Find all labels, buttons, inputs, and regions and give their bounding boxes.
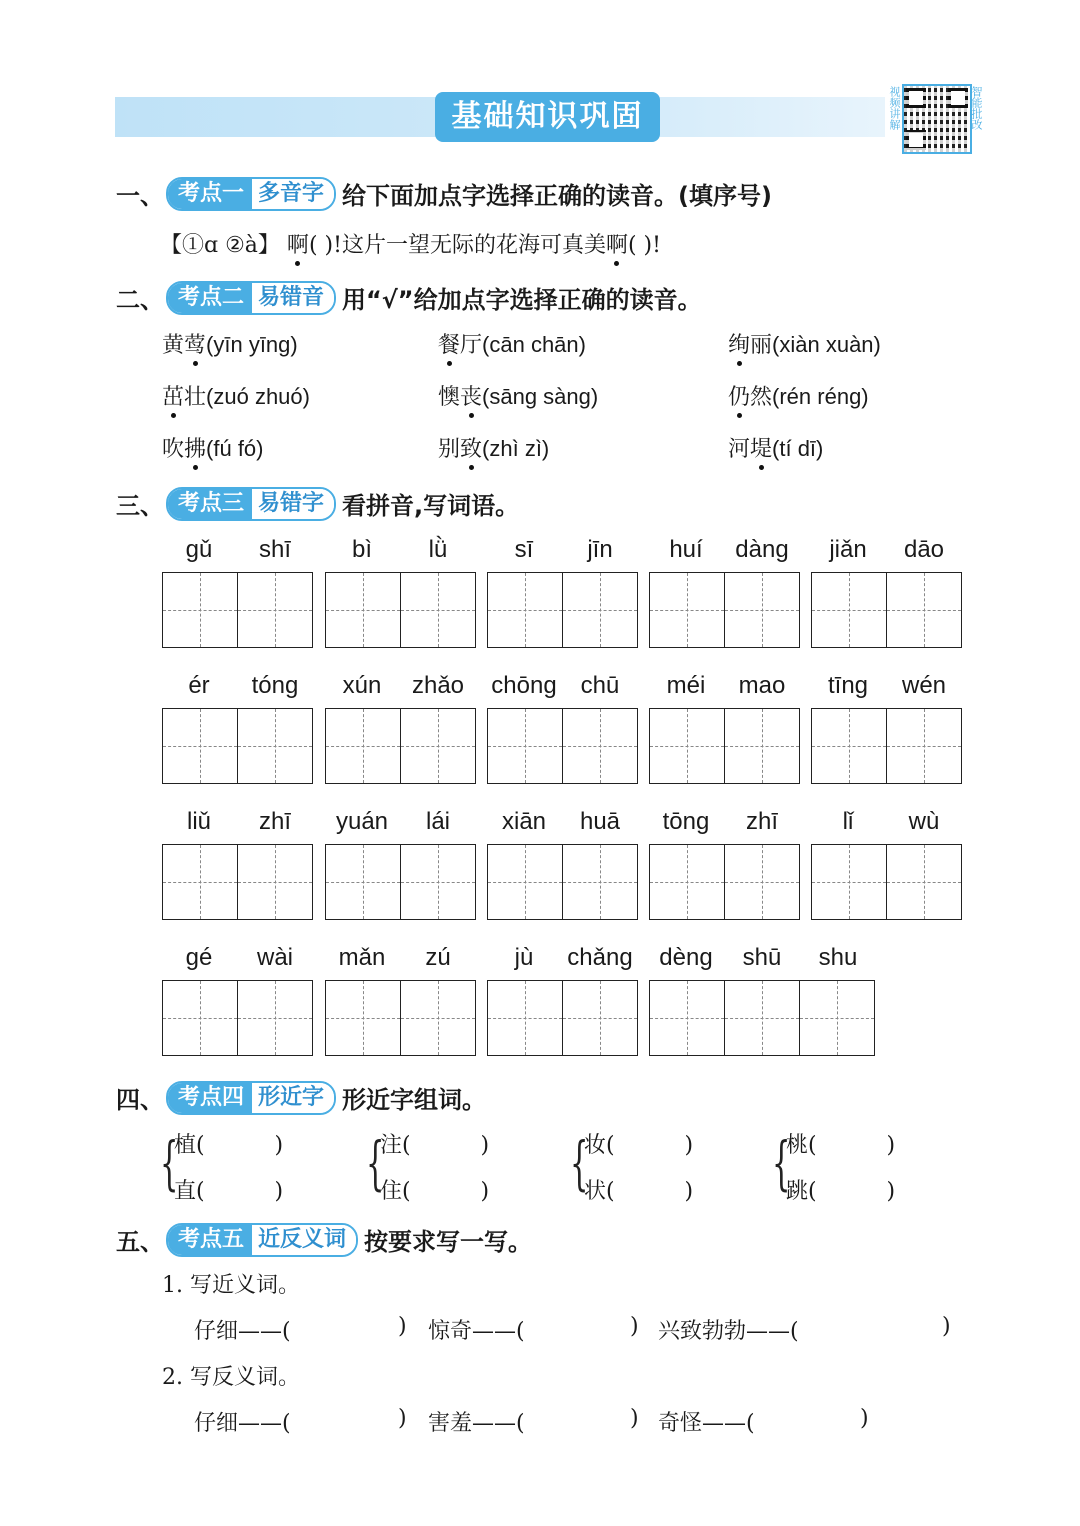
- qr-right-label: 智能批改: [970, 86, 983, 130]
- pinyin-label: jù: [514, 944, 534, 971]
- char-writing-grid[interactable]: [162, 844, 313, 920]
- writing-cell[interactable]: [887, 845, 961, 919]
- writing-cell[interactable]: [488, 981, 563, 1055]
- pinyin-label: mao: [738, 672, 786, 699]
- options: 【①ɑ ②à】: [160, 233, 280, 258]
- char-writing-grid[interactable]: [487, 708, 638, 784]
- section-1-heading: [116, 176, 772, 211]
- pair-item[interactable]: 注( ): [380, 1133, 490, 1158]
- writing-cell[interactable]: [725, 845, 799, 919]
- char-writing-grid[interactable]: [811, 572, 962, 648]
- pinyin-choice-item: [162, 328, 298, 359]
- writing-cell[interactable]: [725, 573, 799, 647]
- pinyin-label: zhī: [258, 808, 291, 835]
- pinyin-choice-item: [728, 380, 869, 411]
- pinyin-options[interactable]: (tí dī): [772, 436, 824, 461]
- writing-cell[interactable]: [401, 573, 475, 647]
- pinyin-options[interactable]: (cān chān): [482, 332, 586, 357]
- pinyin-options[interactable]: (sāng sàng): [482, 384, 599, 409]
- writing-cell[interactable]: [800, 981, 874, 1055]
- pinyin-label: chū: [580, 672, 620, 699]
- pinyin-label: dèng: [659, 944, 713, 971]
- brace-symbol: {: [366, 1129, 385, 1197]
- word-char: 丧: [460, 385, 483, 410]
- char-writing-grid[interactable]: [162, 980, 313, 1056]
- writing-cell[interactable]: [401, 981, 475, 1055]
- section-instruction: 给下面加点字选择正确的读音。(填序号): [342, 182, 772, 210]
- s1-question: [160, 228, 661, 259]
- pinyin-options[interactable]: (rén réng): [772, 384, 869, 409]
- q1-label: 1. 写近义词。: [162, 1273, 300, 1298]
- close-paren: ): [630, 1314, 639, 1339]
- pinyin-label: wù: [908, 808, 940, 835]
- pinyin-options[interactable]: (zhì zì): [482, 436, 550, 461]
- pinyin-choice-item: [438, 328, 586, 359]
- pinyin-choice-item: [438, 432, 549, 463]
- pinyin-label: bì: [351, 536, 372, 563]
- pinyin-label: shū: [742, 944, 782, 971]
- writing-cell[interactable]: [163, 709, 238, 783]
- char-writing-grid[interactable]: [325, 980, 476, 1056]
- word-char: 然: [750, 385, 773, 410]
- word-char: 吹: [162, 437, 185, 462]
- fill-item[interactable]: 害羞——(: [428, 1411, 525, 1436]
- section-number: 一、: [116, 182, 164, 210]
- dotted-char: 啊: [605, 233, 628, 258]
- pinyin-label: lái: [425, 808, 450, 835]
- word-char: 别: [438, 437, 461, 462]
- word-char: 致: [460, 437, 483, 462]
- char-writing-grid[interactable]: [649, 708, 800, 784]
- pinyin-label: zhī: [745, 808, 778, 835]
- qr-block[interactable]: [888, 82, 986, 156]
- section-instruction: 用“√”给加点字选择正确的读音。: [342, 286, 702, 314]
- pinyin-choice-item: [728, 328, 881, 359]
- section-instruction: 按要求写一写。: [364, 1228, 533, 1256]
- section-tag: 考点一 多音字: [166, 177, 336, 211]
- q2-label: 2. 写反义词。: [162, 1365, 300, 1390]
- word-char: 拂: [184, 437, 207, 462]
- close-paren: ): [860, 1406, 869, 1431]
- pair-item[interactable]: 跳( ): [786, 1179, 896, 1204]
- writing-cell[interactable]: [887, 573, 961, 647]
- char-writing-grid[interactable]: [649, 844, 800, 920]
- pinyin-label: chǎng: [567, 944, 633, 971]
- section-tag: 考点三 易错字: [166, 487, 336, 521]
- word-char: 仍: [728, 385, 751, 410]
- writing-cell[interactable]: [163, 981, 238, 1055]
- pinyin-choice-item: [728, 432, 823, 463]
- char-writing-grid[interactable]: [811, 708, 962, 784]
- pinyin-label: xún: [342, 672, 382, 699]
- writing-cell[interactable]: [650, 981, 725, 1055]
- section-2-heading: 二、 考点二 易错音 用“√”给加点字选择正确的读音。: [116, 280, 702, 315]
- fill-item[interactable]: 兴致勃勃——(: [658, 1319, 799, 1344]
- brace-symbol: {: [772, 1129, 791, 1197]
- page-title: 基础知识巩固: [435, 92, 660, 142]
- dotted-char: 啊: [286, 233, 309, 258]
- close-paren: ): [398, 1314, 407, 1339]
- writing-cell[interactable]: [238, 981, 312, 1055]
- pinyin-label: xiān: [501, 808, 547, 835]
- pinyin-label: ér: [188, 672, 210, 699]
- writing-cell[interactable]: [326, 709, 401, 783]
- word-char: 餐: [438, 333, 461, 358]
- writing-cell[interactable]: [812, 709, 887, 783]
- writing-cell[interactable]: [238, 573, 312, 647]
- pinyin-options[interactable]: (yīn yīng): [206, 332, 298, 357]
- char-writing-grid[interactable]: [325, 572, 476, 648]
- writing-cell[interactable]: [563, 981, 637, 1055]
- pinyin-label: shī: [258, 536, 291, 563]
- fill-item[interactable]: 惊奇——(: [428, 1319, 525, 1344]
- char-writing-grid[interactable]: [325, 708, 476, 784]
- pinyin-label: gé: [185, 944, 213, 971]
- pinyin-label: dàng: [735, 536, 789, 563]
- writing-cell[interactable]: [725, 981, 800, 1055]
- pinyin-label: tīng: [827, 672, 869, 699]
- writing-cell[interactable]: [238, 709, 312, 783]
- char-writing-grid[interactable]: [649, 572, 800, 648]
- writing-cell[interactable]: [812, 573, 887, 647]
- word-char: 绚: [728, 333, 751, 358]
- writing-cell[interactable]: [401, 709, 475, 783]
- pinyin-options[interactable]: (xiàn xuàn): [772, 332, 881, 357]
- writing-cell[interactable]: [812, 845, 887, 919]
- writing-cell[interactable]: [725, 709, 799, 783]
- qr-left-label: 视频讲解: [888, 86, 901, 130]
- sentence-part: ( )!这片一望无际的花海可真美: [308, 233, 606, 258]
- pinyin-label: tōng: [662, 808, 710, 835]
- pinyin-label: yuán: [335, 808, 389, 835]
- writing-cell[interactable]: [163, 573, 238, 647]
- pinyin-label: tóng: [251, 672, 299, 699]
- section-tag: 考点四 形近字: [166, 1081, 336, 1115]
- word-char: 懊: [438, 385, 461, 410]
- pinyin-label: lǜ: [428, 536, 448, 563]
- pinyin-label: gǔ: [185, 536, 213, 563]
- pinyin-label: méi: [666, 672, 706, 699]
- writing-cell[interactable]: [887, 709, 961, 783]
- writing-cell[interactable]: [401, 845, 475, 919]
- section-tag: 考点二 易错音: [166, 281, 336, 315]
- word-char: 河: [728, 437, 751, 462]
- pinyin-label: mǎn: [338, 944, 386, 971]
- char-writing-grid[interactable]: [162, 708, 313, 784]
- char-writing-grid[interactable]: [649, 980, 875, 1056]
- sentence-part: ( )!: [627, 233, 661, 258]
- word-char: 黄: [162, 333, 185, 358]
- brace-symbol: {: [570, 1129, 589, 1197]
- pinyin-label: shu: [818, 944, 858, 971]
- word-char: 厅: [460, 333, 483, 358]
- pinyin-label: sī: [514, 536, 534, 563]
- pinyin-label: zú: [425, 944, 451, 971]
- char-writing-grid[interactable]: [487, 572, 638, 648]
- writing-cell[interactable]: [326, 981, 401, 1055]
- writing-cell[interactable]: [488, 709, 563, 783]
- char-writing-grid[interactable]: [487, 844, 638, 920]
- word-char: 堤: [750, 437, 773, 462]
- word-char: 壮: [184, 385, 207, 410]
- pinyin-label: wài: [256, 944, 293, 971]
- section-4-heading: 四、 考点四 形近字 形近字组词。: [116, 1080, 486, 1115]
- section-instruction: 形近字组词。: [342, 1086, 487, 1114]
- section-3-heading: 三、 考点三 易错字 看拼音,写词语。: [116, 486, 519, 521]
- pinyin-label: lǐ: [842, 808, 854, 835]
- writing-cell[interactable]: [650, 573, 725, 647]
- writing-cell[interactable]: [163, 845, 238, 919]
- char-writing-grid[interactable]: [487, 980, 638, 1056]
- pinyin-choice-item: [162, 432, 264, 463]
- writing-cell[interactable]: [488, 573, 563, 647]
- pair-item[interactable]: 住( ): [380, 1179, 490, 1204]
- writing-cell[interactable]: [238, 845, 312, 919]
- brace-symbol: {: [160, 1129, 179, 1197]
- pinyin-label: huā: [579, 808, 621, 835]
- pinyin-choice-item: [162, 380, 310, 411]
- section-instruction: 看拼音,写词语。: [342, 492, 520, 520]
- pair-item[interactable]: 桃( ): [786, 1133, 896, 1158]
- writing-cell[interactable]: [488, 845, 563, 919]
- char-writing-grid[interactable]: [325, 844, 476, 920]
- fill-item[interactable]: 仔细——(: [194, 1319, 291, 1344]
- pinyin-label: huí: [669, 536, 703, 563]
- writing-cell[interactable]: [563, 709, 637, 783]
- pinyin-options[interactable]: (fú fó): [206, 436, 264, 461]
- pinyin-label: jiǎn: [829, 536, 867, 563]
- writing-cell[interactable]: [650, 709, 725, 783]
- pair-item[interactable]: 直( ): [174, 1179, 284, 1204]
- writing-cell[interactable]: [326, 845, 401, 919]
- pair-item[interactable]: 状( ): [584, 1179, 694, 1204]
- section-5-heading: 五、 考点五 近反义词 按要求写一写。: [116, 1222, 532, 1257]
- pinyin-label: chōng: [491, 672, 557, 699]
- word-char: 茁: [162, 385, 185, 410]
- pinyin-label: jīn: [587, 536, 613, 563]
- close-paren: ): [398, 1406, 407, 1431]
- pinyin-label: wén: [901, 672, 947, 699]
- word-char: 丽: [750, 333, 773, 358]
- word-char: 莺: [184, 333, 207, 358]
- char-writing-grid[interactable]: [811, 844, 962, 920]
- fill-item[interactable]: 仔细——(: [194, 1411, 291, 1436]
- close-paren: ): [630, 1406, 639, 1431]
- writing-cell[interactable]: [650, 845, 725, 919]
- pair-item[interactable]: 妆( ): [584, 1133, 694, 1158]
- writing-cell[interactable]: [563, 845, 637, 919]
- writing-cell[interactable]: [563, 573, 637, 647]
- pinyin-label: zhǎo: [411, 672, 465, 699]
- writing-cell[interactable]: [326, 573, 401, 647]
- close-paren: ): [942, 1314, 951, 1339]
- char-writing-grid[interactable]: [162, 572, 313, 648]
- pinyin-label: liǔ: [186, 808, 211, 835]
- section-tag: 考点五 近反义词: [166, 1223, 358, 1257]
- pinyin-label: dāo: [903, 536, 945, 563]
- qr-code-icon[interactable]: [902, 84, 972, 154]
- pinyin-choice-item: [438, 380, 598, 411]
- fill-item[interactable]: 奇怪——(: [658, 1411, 755, 1436]
- pinyin-options[interactable]: (zuó zhuó): [206, 384, 310, 409]
- pair-item[interactable]: 植( ): [174, 1133, 284, 1158]
